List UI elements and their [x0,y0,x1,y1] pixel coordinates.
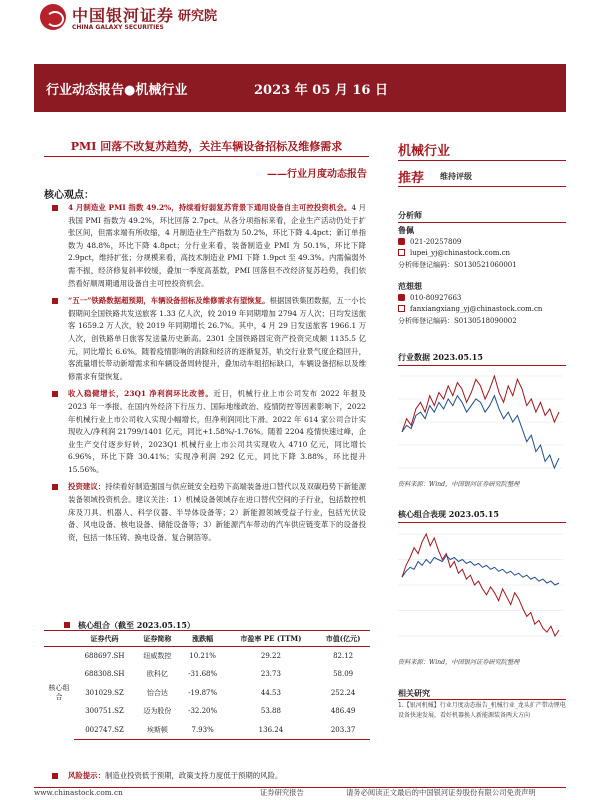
bullet-square-icon [52,205,58,211]
chart1-title: 行业数据 2023.05.15 [398,352,483,362]
table-header-row [44,631,370,647]
related-divider [398,699,566,700]
analyst-card: 范想想 010-80927663 fanxiangxiang_yj@chinastock.com.cn 分析师登记编码：S0130518090002 [398,281,543,325]
series-line-2 [402,556,559,585]
footer-disclaimer: 请务必阅读正文最后的中国银河证券股份有限公司免责声明 [346,788,536,797]
bullet-square-icon [52,773,58,779]
brand-name-en: CHINA GALAXY SECURITIES [72,24,164,31]
rating-note: 维持评级 [440,171,472,181]
portfolio-title: 核心组合（截至 2023.05.15） [64,620,195,631]
analyst-name: 范想想 [398,281,422,291]
industry-data-chart [398,372,563,472]
table-row: 301029.SZ 怡合达 -19.87% 44.53 252.24 [85,688,356,697]
report-date: 2023 年 05 月 16 日 [254,83,388,98]
footer-url[interactable]: www.chinastock.com.cn [34,788,123,797]
phone-icon [398,294,405,301]
industry-name: 机械行业 [398,144,451,159]
list-item: 投资建议：持续看好制造强国与供应链安全趋势下高端装备进口替代以及双碳趋势下新能源装备领域投资机会。建议关注：1）机械设备领域存在进口替代空间的子行业，包括数控机床及刀具、机器人、科学仪器、半导体设备等；2）新能源领域受益子行业，包括光伏设备、风电设备、核电设备、储能设备等；3）新能源汽车带动的汽车供应链变革下的设备投资，包括一体压铸、换电设备、复合铜箔等。 [48,481,366,544]
col-mktcap: 市值(亿元) [316,631,370,647]
mail-icon [398,305,405,312]
col-code: 证券代码 [74,631,135,647]
table-row: 002747.SZ 埃斯顿 7.93% 136.24 203.37 [44,721,370,740]
brand-name-cn: 中国银河证券 [72,6,175,25]
related-heading: 相关研究 [398,688,430,698]
chart2-divider [398,522,566,523]
table-row: 核心组合 688697.SH 纽威数控 10.21% 29.22 82.12 [44,647,370,666]
bullet-square-icon [52,484,58,490]
phone-icon [398,238,405,245]
core-view-heading: 核心观点： [44,190,94,201]
chart1-source: 资料来源：Wind，中国银河证券研究院整理 [398,481,520,488]
portfolio-performance-chart [398,530,563,640]
core-view-list [48,202,366,544]
industry-divider [398,160,566,161]
col-pe: 市盈率 PE (TTM) [226,631,317,647]
rating-divider [398,186,566,187]
report-type: 行业动态报告●机械行业 [46,83,188,98]
table-row: 300751.SZ 迈为股份 -32.20% 53.88 486.49 [85,707,356,716]
risk-warning: 风险提示：制造业投资低于预期，政策支持力度低于预期的风险。 [48,770,370,782]
portfolio-table [44,630,370,740]
page-header [0,0,600,36]
chart2-source: 资料来源：Wind，中国银河证券研究院整理 [398,659,520,666]
bullet-square-icon [52,298,58,304]
analyst-heading: 分析师 [398,210,422,220]
bullet-square-icon [64,622,70,628]
analyst-divider [398,222,566,223]
chart2-title: 核心组合表现 2023.05.15 [398,509,499,519]
analyst-name: 鲁佩 [398,225,414,235]
series-line-1 [402,376,559,432]
report-title: PMI 回落不改复苏趋势，关注车辆设备招标及维修需求 [70,140,343,153]
analyst-email[interactable]: fanxiangxiang_yj@chinastock.com.cn [410,305,543,313]
list-item: 4 月制造业 PMI 指数 49.2%，持续看好弱复苏背景下通用设备自主可控投资机会。4 月我国 PMI 指数为 49.2%，环比回落 2.7pct。从各分项指标来看，企业生产活动仍处于扩张区间，但需求端有所收缩，4 月制造业生产指数为 50.2%，环比下降 4.4pct；新订单指数为 48.8%，环比下降 4.8pct；分行业来看，装备制造业 PMI 为 50.1%，环比下降 2.9pct，维持扩张；分规模来看，高技术制造业 PMI 下降 1.9pct 至 49.3%。内需偏弱外需不振，经济修复斜率较缓，叠加一季度高基数，PMI 回落但不改经济复苏趋势，我们依然看好顺周期通用设备自主可控投资机会。 [48,202,366,290]
mail-icon [398,249,405,256]
title-divider [44,156,369,157]
group-label: 核心组合 [48,684,70,701]
report-subtitle: ——行业月度动态报告 [267,169,367,180]
institute-label: 研究院 [178,9,218,24]
footer-center: 证券研究报告 [260,788,304,797]
analyst-email[interactable]: lupei_yj@chinastock.com.cn [410,249,511,257]
chart1-divider [398,365,566,366]
list-item: 收入稳健增长，23Q1 净利润环比改善。近日，机械行业上市公司发布 2022 年报及 2023 年一季报。在国内外经济下行压力、国际地缘政治、疫情防控等因素影响下，2022 年机械行业上市公司收入实现小幅增长，但净利润同比下滑。2022 年 614 家公司合计实现收入/净利润 21799/1401 亿元，同比+1.58%/-1.76%。随着 2204 疫情快速过峰，企业生产交付逐步好转，2023Q1 机械行业上市公司共实现收入 4710 亿元，同比增长 6.96%，环比下降 30.41%；实现净利润 292 亿元，同比下降 3.88%，环比提升 15.56%。 [48,388,366,476]
report-banner [34,64,566,112]
analyst-card: 鲁佩 021-20257809 lupei_yj@chinastock.com.cn 分析师登记编码：S0130521060001 [398,225,517,269]
rating-value: 推荐 [398,171,425,186]
list-item: “五一”铁路数据超预期，车辆设备招标及维修需求有望恢复。根据国铁集团数据，五一小长假期间全国铁路共发送旅客 1.33 亿人次，较 2019 年同期增加 2794 万人次；日均发送旅客 1659.2 万人次，较 2019 年同期增长 26.7%。其中，4 月 29 日发送旅客 1966.1 万人次，创铁路单日旅客发送量历史新高。2301 全国铁路固定资产投资完成额 1135.5 亿元，同比增长 6.6%。随着疫情影响的消除和经济的逐渐复苏，轨交行业景气度企稳回升，客流量增长带动新增需求和车辆设备周转提升，叠加动车组招标缺口，车辆设备招标以及维修需求有望恢复。 [48,295,366,383]
col-name: 证券简称 [135,631,180,647]
series-line-2 [402,396,559,468]
col-change: 涨跌幅 [180,631,226,647]
related-research-link[interactable]: 1.【银河机械】行业月度动态报告_机械行业_龙头扩产带动锂电设备快速发展，看好机器换人新能源装备两大方向 [398,702,566,719]
bullet-square-icon [52,391,58,397]
galaxy-logo-icon [40,4,66,30]
table-row: 688308.SH 欧科亿 -31.68% 23.73 58.09 [84,670,354,679]
